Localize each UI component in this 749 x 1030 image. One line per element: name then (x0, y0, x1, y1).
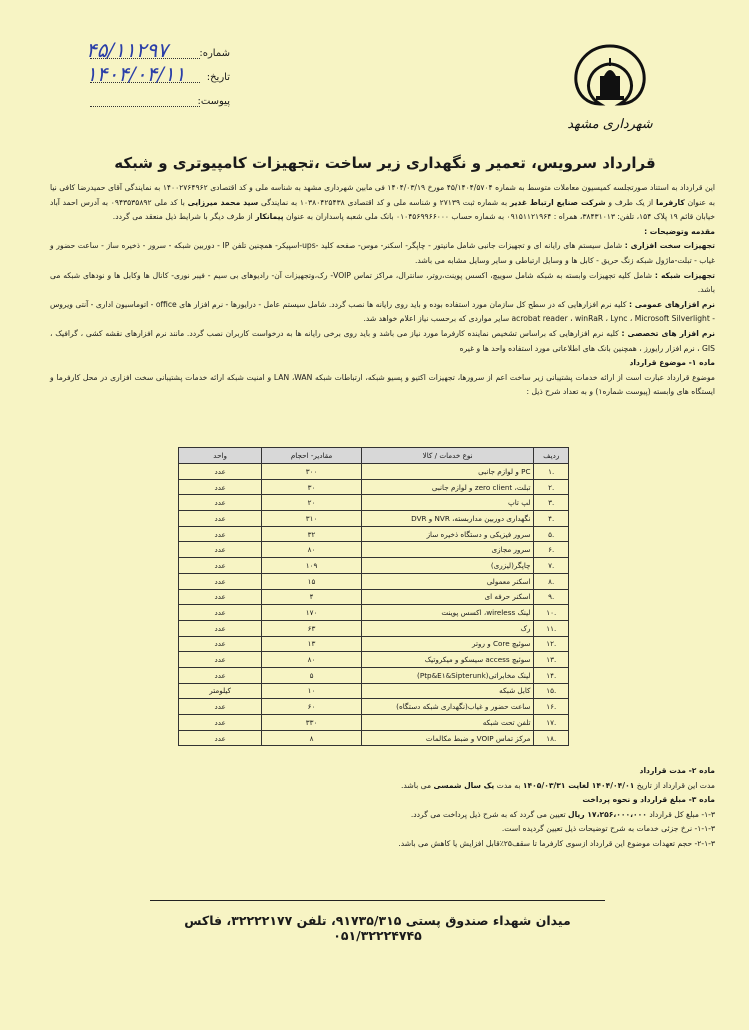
network-paragraph (50, 269, 715, 298)
article-3-heading: ماده ۳- مبلغ قرارداد و نحوه پرداخت (582, 795, 715, 805)
service-name: تلفن تحت شبکه (361, 715, 534, 731)
table-row (179, 605, 569, 621)
contract-intro (50, 181, 715, 400)
general-software-label: نرم افزارهای عمومی : (628, 299, 715, 309)
service-name: تبلت، zero client و لوازم جانبی (361, 479, 534, 495)
quantity: ۸ (262, 730, 362, 746)
unit: عدد (179, 542, 262, 558)
row-number: .۱۴ (534, 667, 569, 683)
unit: عدد (179, 589, 262, 605)
table-row (179, 495, 569, 511)
quantity: ۵ (262, 667, 362, 683)
article-2-heading: ماده ۲- مدت قرارداد (639, 766, 715, 775)
hardware-text: شامل سیستم های رایانه ای و تجهیزات جانبی شامل مانیتور - چاپگر- اسکنر- موس- صفحه کلید -ups-اسپیکر- همچنین تلفن IP - دوربین شبکه - سرور - ذخیره ساز - ساعت حضور و غیاب - تبلت-ماژول شبکه زنگ حریق - کابل ها و وسایل ارتباطی و سایر وسایل مشابه می باشد. (50, 241, 715, 265)
quantity: ۶۳ (262, 620, 362, 636)
row-number: .۲ (534, 479, 569, 495)
unit: عدد (179, 667, 262, 683)
service-name: رک (361, 620, 534, 636)
service-name: PC و لوازم جانبی (361, 464, 534, 480)
service-name: لپ تاپ (361, 495, 534, 511)
header-service: نوع خدمات / کالا (361, 448, 534, 464)
row-number: .۱ (534, 464, 569, 480)
article-1-heading: ماده ۱- موضوع قرارداد (629, 358, 715, 368)
table-row (179, 589, 569, 605)
table-row (179, 558, 569, 574)
hardware-label: تجهیزات سخت افزاری : (624, 241, 715, 251)
contract-title: قرارداد سرویس، تعمیر و نگهداری زیر ساخت ،تجهیزات کامپیوتری و شبکه (114, 154, 656, 172)
row-number: .۸ (534, 573, 569, 589)
services-table (178, 447, 569, 746)
quantity: ۱۳ (262, 636, 362, 652)
preface-heading: مقدمه وتوضیحات : (644, 226, 715, 236)
unit: عدد (179, 730, 262, 746)
parties-text-4: با کد ملی ۰۹۴۳۵۳۵۸۹۲ به آدرس احمد آباد خیابان قائم ۱۹ پلاک ۱۵۴، تلفن: ۳۸۴۳۱۰۱۳، همراه : ۰۹۱۵۱۱۲۱۹۶۴ به شماره حساب ۰۱۰۴۵۶۹۹۶۶۰۰۰ بانک ملی شعبه پاسداران به عنوان (50, 197, 715, 222)
header-unit: واحد (179, 448, 262, 464)
row-number: .۱۱ (534, 620, 569, 636)
row-number: .۱۶ (534, 699, 569, 715)
contract-articles (50, 764, 715, 852)
letter-meta (80, 40, 230, 112)
row-number: .۱۸ (534, 730, 569, 746)
attachment-line (90, 106, 200, 107)
row-number: .۹ (534, 589, 569, 605)
article-2-duration: یک سال شمسی (433, 780, 495, 790)
row-number: .۵ (534, 526, 569, 542)
row-number: .۷ (534, 558, 569, 574)
service-name: سرور فیزیکی و دستگاه ذخیره ساز (361, 526, 534, 542)
unit: عدد (179, 699, 262, 715)
parties-text-5: از طرف دیگر با شرایط ذیل منعقد می گردد. (112, 212, 253, 222)
article-3-1-b: تعیین می گردد که به شرح ذیل پرداخت می گردد. (410, 809, 566, 819)
service-name: چاپگر(لیزری) (361, 558, 534, 574)
table-row (179, 636, 569, 652)
service-name: مرکز تماس VOIP و ضبط مکالمات (361, 730, 534, 746)
table-row (179, 573, 569, 589)
contractor-label: پیمانکار (255, 212, 284, 222)
table-row (179, 652, 569, 668)
row-number: .۴ (534, 511, 569, 527)
quantity: ۸۰ (262, 652, 362, 668)
date-value: ۱۴۰۴/۰۴/۱۱ (86, 62, 186, 86)
parties-paragraph (50, 181, 715, 225)
article-3-1-2: ۲-۱-۳- حجم تعهدات موضوع این قرارداد ازسوی کارفرما تا سقف۲۵٪قابل افزایش یا کاهش می باشد. (398, 838, 715, 848)
article-2-dates: ۱۴۰۴/۰۴/۰۱ لغایت ۱۴۰۵/۰۳/۳۱ (522, 780, 635, 790)
network-label: تجهیزات شبکه : (654, 270, 715, 280)
quantity: ۴ (262, 589, 362, 605)
employer-label: کارفرما (655, 197, 685, 207)
article-2-part-b: به مدت (496, 780, 521, 790)
service-name: سوئیچ access سیسکو و میکروتیک (361, 652, 534, 668)
number-value: ۴۵/۱۱۲۹۷ (86, 38, 168, 62)
unit: عدد (179, 573, 262, 589)
quantity: ۶۰ (262, 699, 362, 715)
general-software-paragraph (50, 298, 715, 327)
header-row-no: ردیف (534, 448, 569, 464)
quantity: ۱۰ (262, 683, 362, 699)
table-row (179, 542, 569, 558)
table-row (179, 683, 569, 699)
table-row (179, 620, 569, 636)
service-name: نگهداری دوربین مداربسته، NVR و DVR (361, 511, 534, 527)
unit: عدد (179, 479, 262, 495)
unit: کیلومتر (179, 683, 262, 699)
unit: عدد (179, 464, 262, 480)
quantity: ۱۰۹ (262, 558, 362, 574)
service-name: لینک wireless، اکسس پوینت (361, 605, 534, 621)
service-name: ساعت حضور و غیاب(نگهداری شبکه دستگاه) (361, 699, 534, 715)
quantity: ۳۳۰ (262, 715, 362, 731)
unit: عدد (179, 511, 262, 527)
date-row (80, 64, 230, 88)
table-row (179, 526, 569, 542)
service-name: لینک مخابراتی(Ptp&E۱&Sipterunk) (361, 667, 534, 683)
special-software-paragraph (50, 327, 715, 356)
contract-amount: ۱۷،۲۵۶،۰۰۰،۰۰۰ ریال (567, 809, 647, 819)
parties-text-3: به شماره ثبت ۲۷۱۳۹ و شناسه ملی و کد اقتصادی ۱۰۳۸۰۴۲۵۴۳۸ به نمایندگی (261, 197, 508, 207)
parties-text-2: از یک طرف و (608, 197, 654, 207)
unit: عدد (179, 620, 262, 636)
article-1-text: موضوع قرارداد عبارت است از ارائه خدمات پشتیبانی زیر ساخت اعم از سرورها، تجهیزات اکتیو و پسیو شبکه، ارتباطات شبکه LAN ،WAN و امنیت شبکه ارائه خدمات پشتیبانی سخت افزاری در محل کارفرما و ایستگاه های وابسته (پیوست شماره۱) و به تعداد شرح ذیل : (50, 372, 715, 397)
row-number: .۱۰ (534, 605, 569, 621)
quantity: ۱۵ (262, 573, 362, 589)
attachment-row (80, 88, 230, 112)
number-line (90, 58, 200, 59)
service-name: سوئیچ Core و روتر (361, 636, 534, 652)
quantity: ۲۰ (262, 495, 362, 511)
number-row (80, 40, 230, 64)
quantity: ۳۱۰ (262, 511, 362, 527)
article-3-1-1: ۱-۱-۳- نرخ جزئی خدمات به شرح توضیحات ذیل تعیین گردیده است. (501, 824, 715, 834)
header-quantity: مقادیر- احجام (262, 448, 362, 464)
number-label: شماره: (199, 48, 230, 59)
attachment-label: پیوست: (197, 96, 230, 107)
unit: عدد (179, 636, 262, 652)
special-software-text: کلیه نرم افزارهایی که براساس تشخیص نماینده کارفرما مورد نیاز می باشد و باید روی برخی رایانه ها به درخواست کاربران نصب گردد. مانند نرم افزارهای نقشه کشی ، گرافیک ، GIS ، نرم افزار رایورز ، همچنین بانک های اطلاعاتی مورد استفاده واحد ها و غیره (50, 328, 715, 353)
logo-text: شهرداری مشهد (567, 117, 653, 132)
table-row (179, 464, 569, 480)
service-name: کابل شبکه (361, 683, 534, 699)
unit: عدد (179, 526, 262, 542)
table-row (179, 479, 569, 495)
unit: عدد (179, 558, 262, 574)
article-3-1-a: ۱-۳- مبلغ کل قرارداد (649, 809, 715, 819)
article-2-text (50, 779, 715, 794)
date-label: تاریخ: (206, 72, 230, 83)
row-number: .۶ (534, 542, 569, 558)
article-3-1 (50, 808, 715, 823)
unit: عدد (179, 715, 262, 731)
service-name: اسکنر حرفه ای (361, 589, 534, 605)
row-number: .۱۲ (534, 636, 569, 652)
network-text: شامل کلیه تجهیزات وابسته به شبکه شامل سوییچ، اکسس پوینت،روتر، سانترال، مراکز تماس VOIP- رک،وتجهیزات آن- رادیوهای بی سیم - فیبر نوری- کانال ها وکابل ها و نودهای شبکه می باشد. (50, 270, 715, 295)
contractor-rep: سید محمد میرزایی (187, 197, 259, 207)
table-row (179, 699, 569, 715)
special-software-label: نرم افزار های تخصصی : (621, 328, 715, 338)
table-row (179, 730, 569, 746)
quantity: ۸۰ (262, 542, 362, 558)
table-header-row (179, 448, 569, 464)
hardware-paragraph (50, 239, 715, 268)
article-2-part-a: مدت این قرارداد از تاریخ (636, 780, 715, 790)
date-line (90, 82, 200, 83)
unit: عدد (179, 652, 262, 668)
footer-address: میدان شهداء صندوق پستی ۹۱۷۳۵/۳۱۵، تلفن ۳۲۲۲۲۱۷۷، فاکس ۰۵۱/۳۲۲۲۴۷۴۵ (184, 913, 571, 943)
table-row (179, 511, 569, 527)
quantity: ۳۲ (262, 526, 362, 542)
unit: عدد (179, 605, 262, 621)
quantity: ۳۰۰ (262, 464, 362, 480)
contractor-company: شرکت صنایع ارتباط غدیر (509, 197, 606, 207)
article-2-part-c: می باشد. (401, 780, 432, 790)
table-row (179, 667, 569, 683)
service-name: سرور مجازی (361, 542, 534, 558)
row-number: .۳ (534, 495, 569, 511)
quantity: ۱۷۰ (262, 605, 362, 621)
service-name: اسکنر معمولی (361, 573, 534, 589)
unit: عدد (179, 495, 262, 511)
quantity: ۳۰ (262, 479, 362, 495)
row-number: .۱۷ (534, 715, 569, 731)
parties-text-1: این قرارداد به استناد صورتجلسه کمیسیون معاملات متوسط به شماره ۴۵/۱۴۰۴/۵۷۰۴ مورخ ۱۴۰۴/۰۳/۱۹ فی مابین شهرداری مشهد به شناسه ملی و کد اقتصادی ۱۴۰۰۲۷۶۴۹۶۲ به نمایندگی آقای حمیدرضا کافی نیا به عنوان (50, 183, 716, 207)
row-number: .۱۳ (534, 652, 569, 668)
footer-divider (150, 900, 605, 901)
row-number: .۱۵ (534, 683, 569, 699)
municipality-logo (560, 38, 660, 138)
general-software-text: کلیه نرم افزارهایی که در سطح کل سازمان مورد استفاده بوده و باید روی رایانه ها نصب گردد. شامل سیستم عامل - درایورها - نرم افزار های office - اتوماسیون اداری - آنتی ویروس - acrobat reader ، winRaR ، Lync ، Microsoft Silverlight سایر مواردی که برحسب نیاز اعلام خواهد شد. (50, 299, 715, 324)
table-row (179, 715, 569, 731)
